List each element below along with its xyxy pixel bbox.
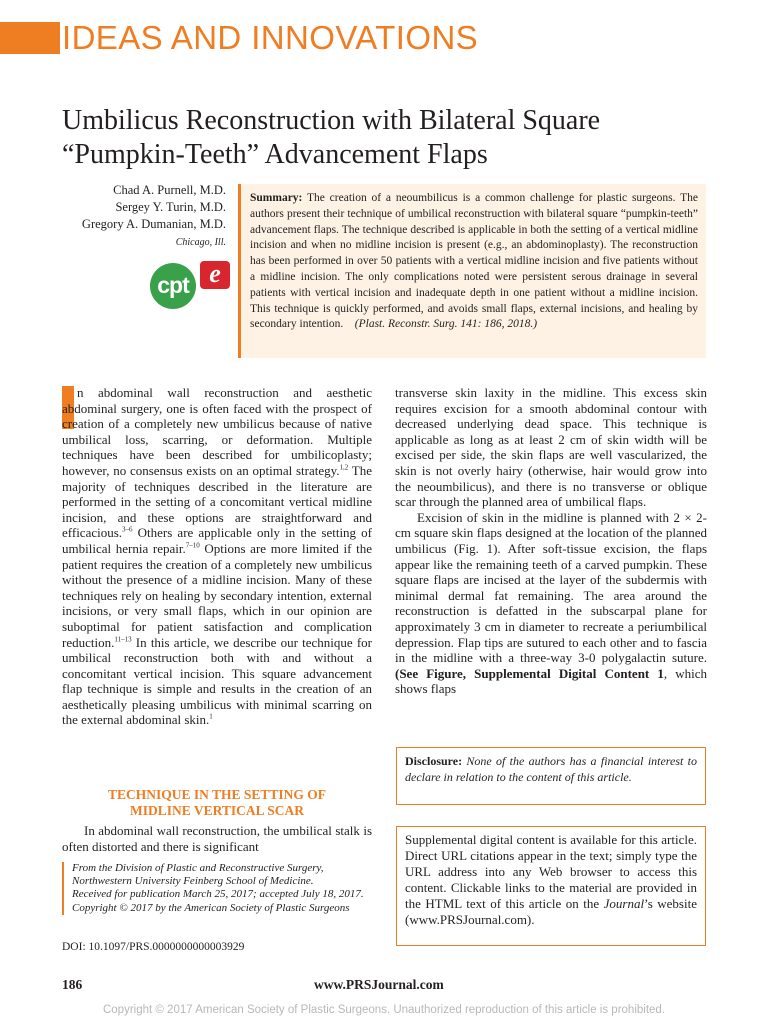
body-text: Excision of skin in the midline is planned with 2 × 2-cm square skin flaps designed at the location of the planned umbilicus (Fig. 1). After soft-tissue excision, the flaps appear like the remaining teeth of a carved pumpkin. These square flaps are incised at the layer of the subdermis with minimal dermal fat remaining. The area around the reconstruction is defatted in the subscarpal plane for approximately 3 cm in diameter to recreate a periumbilical depression. Flap tips are sutured to each other and to fascia in the midline with a three-way 3-0 polygalactin suture. bbox=[395, 509, 707, 666]
section-banner: IDEAS AND INNOVATIONS bbox=[62, 19, 479, 56]
article-title bbox=[62, 104, 742, 172]
cpt-logo-icon: cpt bbox=[150, 263, 196, 309]
disclosure-box bbox=[396, 747, 706, 805]
supplemental-text: Supplemental digital content is available for this article. Direct URL citations appear in the text; simply type the URL address into any Web browser to access this content. Clickable links to the material are provided in the HTML text of this article on the bbox=[405, 832, 697, 911]
author-name: Gregory A. Dumanian, M.D. bbox=[81, 217, 226, 231]
body-paragraph: transverse skin laxity in the midline. This excess skin requires excision for a smooth abdominal contour with decreased underlying dead space. This technique is applicable as long as at least 2 cm of skin width will be excised per side, the skin flaps are well vascularized, the skin is not overly hairy (otherwise, hair would grow into the neoumbilicus), and there is no transverse or oblique scar through the planned area of umbilical flaps. bbox=[395, 385, 707, 510]
section-heading-line: MIDLINE VERTICAL SCAR bbox=[129, 803, 305, 818]
title-line-2: “Pumpkin-Teeth” Advancement Flaps bbox=[62, 139, 488, 170]
author-name: Chad A. Purnell, M.D. bbox=[113, 183, 226, 197]
disclosure-label: Disclosure: bbox=[405, 754, 463, 768]
summary-label: Summary: bbox=[250, 192, 303, 204]
reference-marker: 11–13 bbox=[114, 635, 132, 644]
author-list bbox=[60, 182, 226, 233]
journal-name: Journal bbox=[603, 896, 645, 911]
reference-marker: 1 bbox=[209, 713, 213, 722]
banner-accent-bar bbox=[0, 22, 60, 54]
section-heading-line: TECHNIQUE IN THE SETTING OF bbox=[107, 787, 327, 802]
body-column-right bbox=[395, 385, 707, 697]
body-paragraph bbox=[395, 510, 707, 697]
technique-paragraph bbox=[62, 823, 372, 854]
affiliation-line: Copyright © 2017 by the American Society of Plastic Surgeons bbox=[72, 901, 350, 914]
summary-text: The creation of a neoumbilicus is a common challenge for plastic surgeons. The authors present their technique of umbilical reconstruction with bilateral square “pumpkin-teeth” advancement flaps. The technique described is applicable in both the setting of a vertical midline incision and when no midline incision is present (e.g., an abdominoplasty). The reconstruction has been performed in over 50 patients with a vertical midline incision and five patients without a midline incision. The only complications noted were persistent serous drainage in several patients with vertical incision and inadequate depth in one patient without a midline incision. This technique is quickly performed, and avoids small flaps, external incisions, and healing by secondary intention. bbox=[250, 192, 698, 331]
affiliation-footnote bbox=[62, 862, 374, 915]
doi-link[interactable]: DOI: 10.1097/PRS.0000000000003929 bbox=[62, 941, 245, 953]
reference-marker: 3–6 bbox=[122, 526, 133, 535]
body-text: In this article, we describe our technique for umbilical reconstruction both with and without a concomitant vertical incision. This square advancement flap technique is simple and results in the creation of an aesthetically pleasing umbilicus with minimal scarring on the external abdominal skin. bbox=[62, 634, 372, 728]
author-name: Sergey Y. Turin, M.D. bbox=[115, 200, 226, 214]
supplemental-text: ’s website (www.PRSJournal.com). bbox=[405, 896, 697, 927]
journal-url-link[interactable]: www.PRSJournal.com bbox=[314, 977, 444, 992]
body-text: The majority of techniques described in the literature are performed in the setting of a concomitant vertical midline incision, and these options are straightforward and efficacious. bbox=[62, 462, 372, 541]
author-location: Chicago, Ill. bbox=[175, 237, 226, 248]
reference-marker: 7–10 bbox=[185, 541, 200, 550]
title-line-1: Umbilicus Reconstruction with Bilateral Square bbox=[62, 105, 601, 136]
body-text: In abdominal wall reconstruction, the umbilical stalk is often distorted and there is significant bbox=[62, 823, 372, 854]
page-number: 186 bbox=[62, 977, 83, 992]
affiliation-line: Received for publication March 25, 2017; accepted July 18, 2017. bbox=[72, 888, 364, 901]
intro-paragraph bbox=[62, 385, 372, 728]
body-text: , which shows flaps bbox=[395, 665, 707, 697]
body-text: Options are more limited if the patient requires the creation of a completely new umbilicus without the presence of a midline incision. Many of these techniques rely on healing by secondary intention, external incisions, or very small flaps, which in our opinion are suboptimal for patient satisfaction and complication reduction. bbox=[62, 540, 372, 650]
copyright-notice: Copyright © 2017 American Society of Plastic Surgeons. Unauthorized reproduction of this article is prohibited. bbox=[102, 1004, 666, 1016]
body-text: n abdominal wall reconstruction and aesthetic abdominal surgery, one is often faced with the prospect of creation of a completely new umbilicus because of native umbilical loss, scarring, or deformation. Multiple techniques have been described for umbilicoplasty; however, no consensus exists on an optimal strategy. bbox=[62, 385, 372, 478]
summary-box bbox=[238, 184, 706, 358]
body-column-left bbox=[62, 385, 372, 728]
disclosure-text: None of the authors has a financial interest to declare in relation to the content of this article. bbox=[405, 754, 697, 784]
e-logo-icon: e bbox=[200, 261, 230, 289]
body-text: Others are applicable only in the setting of umbilical hernia repair. bbox=[62, 525, 372, 556]
supplemental-link[interactable]: (See Figure, Supplemental Digital Content 1 bbox=[395, 665, 664, 681]
reference-marker: 1,2 bbox=[339, 463, 349, 472]
section-heading bbox=[62, 787, 372, 819]
summary-citation: (Plast. Reconstr. Surg. 141: 186, 2018.) bbox=[354, 318, 538, 331]
supplemental-content-box bbox=[396, 826, 706, 946]
affiliation-line: From the Division of Plastic and Reconstructive Surgery, Northwestern University Feinberg School of Medicine. bbox=[72, 862, 324, 888]
